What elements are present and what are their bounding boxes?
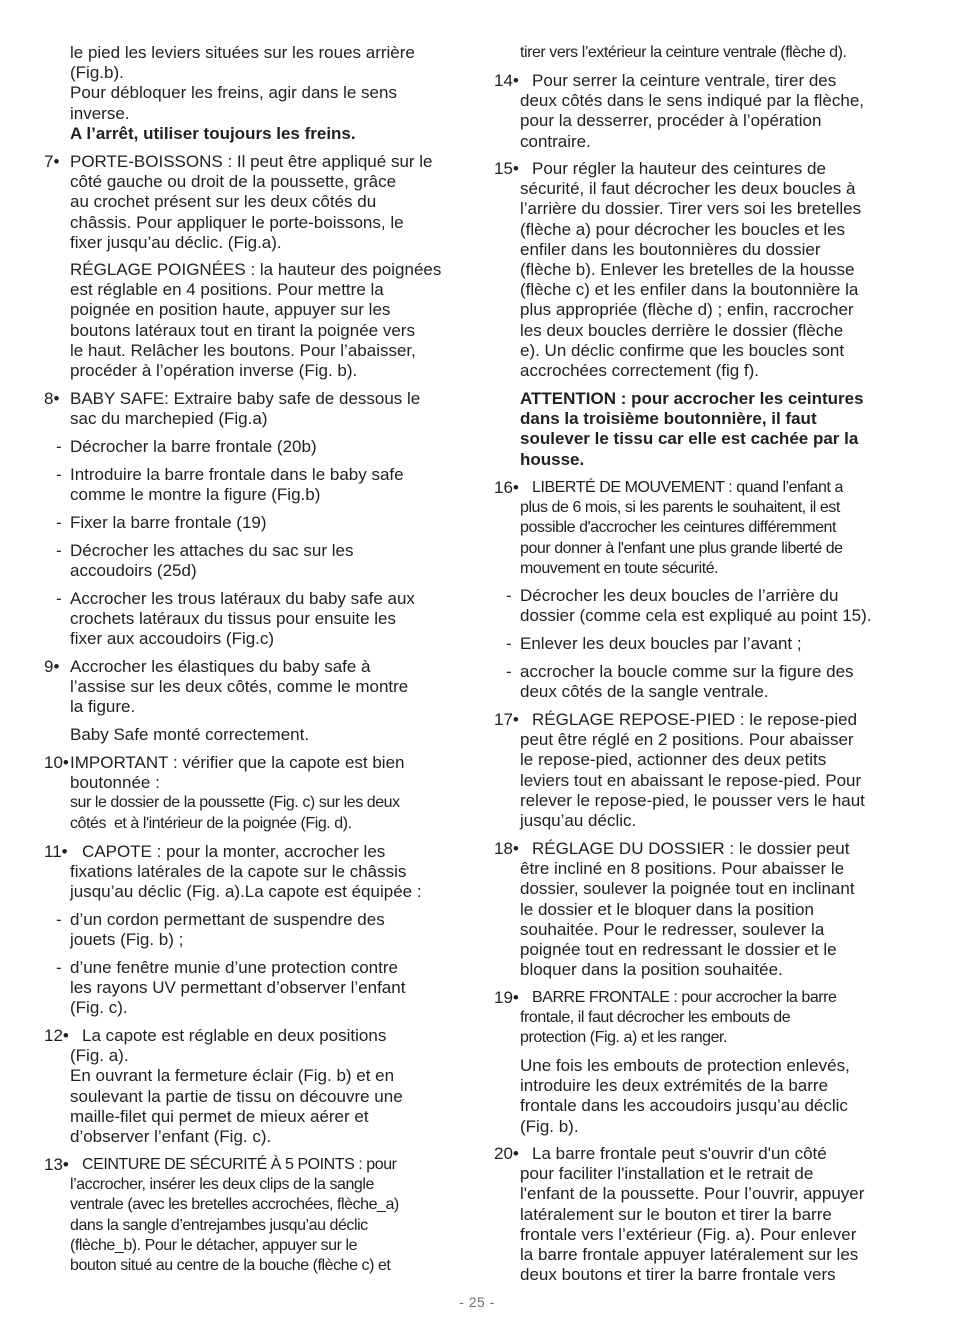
cup-holder-text <box>70 152 462 253</box>
elastics-text <box>70 657 462 718</box>
text-line: fixer aux accoudoirs (Fig.c) <box>70 629 275 649</box>
text-line: La capote est réglable en deux positions <box>82 1026 387 1045</box>
item-number: 20• <box>494 1144 519 1163</box>
text-line: soulever le tissu car elle est cachée par la <box>520 429 859 449</box>
text-line: l’arrière du dossier. Tirer vers soi les bretelles <box>520 199 862 219</box>
text-line: dans la troisième boutonnière, il faut <box>520 409 817 429</box>
text-line: (Fig. c). <box>70 998 128 1018</box>
dash-bullet: - <box>506 634 512 653</box>
text-line: Décrocher les deux boucles de l’arrière du <box>520 586 839 605</box>
item-number: 18• <box>494 839 519 858</box>
text-line: d’observer l’enfant (Fig. c). <box>70 1127 272 1147</box>
text-line: le haut. Relâcher les boutons. Pour l’abaisser, <box>70 340 416 360</box>
dash-item-text <box>70 541 462 581</box>
text-line: crochets latéraux du tissus pour ensuite les <box>70 609 397 629</box>
harness-continuation <box>494 43 912 63</box>
text-line: soulevant la partie de tissu on découvre une <box>70 1086 403 1106</box>
text-line: deux boutons et tirer la barre frontale vers <box>520 1265 836 1285</box>
dash-item-text <box>70 589 462 650</box>
text-line: les deux boucles derrière le dossier (flèche <box>520 320 844 340</box>
text-line: Accrocher les élastiques du baby safe à <box>70 657 371 676</box>
text-line: d’un cordon permettant de suspendre des <box>70 910 385 929</box>
text-line: La barre frontale peut s'ouvrir d'un côté <box>532 1144 827 1163</box>
text-line: souhaitée. Pour le redresser, soulever la <box>520 919 825 939</box>
text-line: housse. <box>520 449 585 469</box>
text-line: protection (Fig. a) et les ranger. <box>520 1029 728 1047</box>
text-line: dans la sangle d’entrejambes jusqu’au déclic <box>70 1216 368 1234</box>
item-15 <box>494 159 912 381</box>
text-line: accrocher la boucle comme sur la figure des <box>520 662 854 681</box>
text-line: possible d'accrocher les ceintures différemment <box>520 519 836 537</box>
text-line: sécurité, il faut décrocher les deux boucles à <box>520 179 856 199</box>
text-line: (flèche c) et les enfiler dans la boutonnière la <box>520 280 859 300</box>
important-detail <box>70 793 462 833</box>
item-number: 11• <box>44 842 68 861</box>
text-line: pour la desserrer, procéder à l’opération <box>520 111 822 131</box>
text-line: RÉGLAGE POIGNÉES : la hauteur des poignées <box>70 260 442 279</box>
text-line: l'enfant de la poussette. Pour l’ouvrir, appuyer <box>520 1184 865 1204</box>
text-line: BARRE FRONTALE : pour accrocher la barre <box>532 989 837 1006</box>
dash-item <box>44 910 462 950</box>
text-line: deux côtés de la sangle ventrale. <box>520 682 769 702</box>
text-line: jusqu’au déclic (Fig. a).La capote est équipée : <box>70 882 422 902</box>
page-number: - 25 - <box>459 1294 495 1310</box>
text-line: procéder à l’opération inverse (Fig. b). <box>70 361 358 381</box>
text-line: poignée tout en redressant le dossier et le <box>520 940 837 960</box>
dash-item-text <box>520 586 912 626</box>
text-line: Une fois les embouts de protection enlevés, <box>520 1056 850 1075</box>
text-line: RÉGLAGE DU DOSSIER : le dossier peut <box>532 839 850 858</box>
text-line: comme le montre la figure (Fig.b) <box>70 485 321 505</box>
text-line: frontale dans les accoudoirs jusqu’au déclic <box>520 1096 848 1116</box>
item-11 <box>44 842 462 903</box>
text-line: introduire les deux extrémités de la barre <box>520 1076 829 1096</box>
text-line: dossier (comme cela est expliqué au point 15). <box>520 606 872 626</box>
belt-height-text <box>520 159 912 381</box>
dash-item-text <box>70 910 462 950</box>
dash-item-text <box>70 513 462 533</box>
text-line: ATTENTION : pour accrocher les ceintures <box>520 389 864 408</box>
item-12 <box>44 1026 462 1147</box>
text-line: leviers tout en abaissant le repose-pied. Pour <box>520 770 862 790</box>
text-line: (flèche b). Enlever les bretelles de la housse <box>520 260 855 280</box>
item-number: 15• <box>494 159 519 178</box>
text-line: BABY SAFE: Extraire baby safe de dessous le <box>70 389 421 408</box>
item-19 <box>494 988 912 1049</box>
text-line: bouton situé au centre de la bouche (flèche c) et <box>70 1257 391 1275</box>
text-line: plus appropriée (flèche d) ; enfin, raccrocher <box>520 300 854 320</box>
dash-item-text <box>70 437 462 457</box>
text-line: IMPORTANT : vérifier que la capote est bien <box>70 753 405 772</box>
dash-item-text <box>70 958 462 1019</box>
text-line: (Fig. b). <box>520 1116 579 1136</box>
item-14 <box>494 71 912 152</box>
dash-bullet: - <box>506 586 512 605</box>
text-line: (flèche_b). Pour le détacher, appuyer sur le <box>70 1236 358 1254</box>
text-line: fixer jusqu’au déclic. (Fig.a). <box>70 232 282 252</box>
text-line: (flèche a) pour décrocher les boucles et les <box>520 219 846 239</box>
text-line: Accrocher les trous latéraux du baby safe aux <box>70 589 415 608</box>
item-number: 13• <box>44 1155 69 1174</box>
dash-bullet: - <box>56 589 62 608</box>
attention-note <box>494 389 912 470</box>
text-line: l’accrocher, insérer les deux clips de la sangle <box>70 1176 374 1194</box>
hood-text <box>70 842 462 903</box>
text-line: Introduire la barre frontale dans le baby safe <box>70 465 404 484</box>
text-line: Pour régler la hauteur des ceintures de <box>532 159 826 178</box>
item-number: 12• <box>44 1026 69 1045</box>
text-line: e). Un déclic confirme que les boucles sont <box>520 340 845 360</box>
bumper-bar-insert <box>494 1056 912 1137</box>
text-line: le repose-pied, actionner des deux petits <box>520 750 827 770</box>
dash-item <box>44 437 462 457</box>
dash-bullet: - <box>56 465 62 484</box>
dash-bullet: - <box>56 910 62 929</box>
text-line: CEINTURE DE SÉCURITÉ À 5 POINTS : pour <box>82 1156 397 1173</box>
text-line: le dossier et le bloquer dans la position <box>520 899 814 919</box>
text-line: la figure. <box>70 697 136 717</box>
text-line: est réglable en 4 positions. Pour mettre la <box>70 280 384 300</box>
text-line: côté gauche ou droit de la poussette, grâce <box>70 172 397 192</box>
text-line: ventrale (avec les bretelles accrochées, flèche_a) <box>70 1196 399 1214</box>
item-number: 14• <box>494 71 519 90</box>
dash-item-text <box>520 662 912 702</box>
dash-bullet: - <box>506 662 512 681</box>
text-line: Fixer la barre frontale (19) <box>70 513 267 532</box>
text-line: mouvement en toute sécurité. <box>520 559 719 577</box>
text-line: En ouvrant la fermeture éclair (Fig. b) et en <box>70 1066 395 1086</box>
text-line: jouets (Fig. b) ; <box>70 930 184 950</box>
dash-item-text <box>70 465 462 505</box>
text-line: maille-filet qui permet de mieux aérer et <box>70 1106 369 1126</box>
text-line: dossier, soulever la poignée tout en inclinant <box>520 879 855 899</box>
text-line: inverse. <box>70 103 130 123</box>
dash-bullet: - <box>56 513 62 532</box>
text-line: poignée en position haute, appuyer sur les <box>70 300 391 320</box>
text-line: contraire. <box>520 131 591 151</box>
text-line: enfiler dans les boutonnières du dossier <box>520 239 821 259</box>
brake-text <box>70 43 462 124</box>
handle-adjustment-text <box>70 260 462 381</box>
bumper-bar-insert-text <box>520 1056 912 1137</box>
item-number: 9• <box>44 657 60 676</box>
dash-item <box>494 586 912 626</box>
text-line: les rayons UV permettant d’observer l’enfant <box>70 978 406 998</box>
text-line: d’une fenêtre munie d’une protection contre <box>70 958 398 977</box>
item-7 <box>44 152 462 253</box>
text-line: (Fig.b). <box>70 63 124 83</box>
text-line: pour donner à l'enfant une plus grande liberté de <box>520 539 843 557</box>
dash-item <box>44 541 462 581</box>
handle-adjustment <box>44 260 462 381</box>
text-line: Pour serrer la ceinture ventrale, tirer des <box>532 71 837 90</box>
item-16 <box>494 478 912 579</box>
text-line: peut être réglé en 2 positions. Pour abaisser <box>520 730 854 750</box>
item-10 <box>44 753 462 834</box>
harness-text <box>70 1155 462 1276</box>
text-line: Décrocher la barre frontale (20b) <box>70 437 317 456</box>
text-line: CAPOTE : pour la monter, accrocher les <box>82 842 386 861</box>
text-line: la barre frontale appuyer latéralement sur les <box>520 1245 859 1265</box>
text-line: RÉGLAGE REPOSE-PIED : le repose-pied <box>532 710 858 729</box>
bumper-open-text <box>520 1144 912 1285</box>
important-text <box>70 753 462 793</box>
text-line: Pour débloquer les freins, agir dans le sens <box>70 83 397 103</box>
item-18 <box>494 839 912 980</box>
item-20 <box>494 1144 912 1285</box>
text-line: boutons latéraux tout en tirant la poignée vers <box>70 320 415 340</box>
text-line: boutonnée : <box>70 773 160 793</box>
dash-item-text <box>520 634 912 654</box>
text-line: accoudoirs (25d) <box>70 561 197 581</box>
text-line: accrochées correctement (fig f). <box>520 361 760 381</box>
text-line: latéralement sur le bouton et tirer la barre <box>520 1204 832 1224</box>
text-line: LIBERTÉ DE MOUVEMENT : quand l’enfant a <box>532 479 843 496</box>
text-line: (Fig. a). <box>70 1046 129 1066</box>
brake-continuation <box>44 43 462 144</box>
brake-warning: A l’arrêt, utiliser toujours les freins. <box>70 123 356 143</box>
backrest-text <box>520 839 912 980</box>
dash-item <box>44 958 462 1019</box>
text-line: pour faciliter l'installation et le retrait de <box>520 1164 814 1184</box>
text-line: frontale vers l’extérieur (Fig. a). Pour enlever <box>520 1224 857 1244</box>
text-line: le pied les leviers situées sur les roues arrière <box>70 43 415 62</box>
item-number: 10• <box>44 753 69 772</box>
text-line: châssis. Pour appliquer le porte-boissons, le <box>70 212 404 232</box>
dash-item <box>44 589 462 650</box>
text-line: être incliné en 8 positions. Pour abaisser le <box>520 859 845 879</box>
footrest-text <box>520 710 912 831</box>
attention-text <box>520 389 912 470</box>
text-line: Enlever les deux boucles par l’avant ; <box>520 634 802 653</box>
baby-safe-mounted-text: Baby Safe monté correctement. <box>70 725 310 744</box>
item-17 <box>494 710 912 831</box>
dash-item <box>44 465 462 505</box>
text-line: Décrocher les attaches du sac sur les <box>70 541 354 560</box>
item-number: 7• <box>44 152 60 171</box>
freedom-text <box>520 478 912 579</box>
text-line: côtés et à l'intérieur de la poignée (Fig. d). <box>70 814 352 832</box>
text-line: au crochet présent sur les deux côtés du <box>70 192 377 212</box>
dash-bullet: - <box>56 958 62 977</box>
text-line: sur le dossier de la poussette (Fig. c) sur les deux <box>70 794 400 812</box>
harness-continuation-text: tirer vers l’extérieur la ceinture ventrale (flèche d). <box>520 44 847 61</box>
item-number: 17• <box>494 710 519 729</box>
dash-item <box>44 513 462 533</box>
text-line: deux côtés dans le sens indiqué par la flèche, <box>520 91 865 111</box>
dash-item <box>494 662 912 702</box>
dash-bullet: - <box>56 437 62 456</box>
item-8 <box>44 389 462 429</box>
item-number: 16• <box>494 478 519 497</box>
text-line: fixations latérales de la capote sur le châssis <box>70 862 407 882</box>
dash-item <box>494 634 912 654</box>
hood-adjust-text <box>70 1026 462 1147</box>
item-number: 8• <box>44 389 60 408</box>
item-number: 19• <box>494 988 519 1007</box>
text-line: l’assise sur les deux côtés, comme le montre <box>70 677 409 697</box>
baby-safe-mounted <box>44 725 462 745</box>
item-9 <box>44 657 462 718</box>
dash-bullet: - <box>56 541 62 560</box>
item-13 <box>44 1155 462 1276</box>
text-line: sac du marchepied (Fig.a) <box>70 409 268 429</box>
bumper-bar-text <box>520 988 912 1049</box>
text-line: relever le repose-pied, le pousser vers le haut <box>520 790 865 810</box>
text-line: bloquer dans la position souhaitée. <box>520 960 783 980</box>
text-line: PORTE-BOISSONS : Il peut être appliqué sur le <box>70 152 433 171</box>
text-line: plus de 6 mois, si les parents le souhaitent, il est <box>520 499 840 517</box>
text-line: frontale, il faut décrocher les embouts de <box>520 1009 791 1027</box>
text-line: jusqu’au déclic. <box>520 811 637 831</box>
belt-tighten-text <box>520 71 912 152</box>
baby-safe-text <box>70 389 462 429</box>
